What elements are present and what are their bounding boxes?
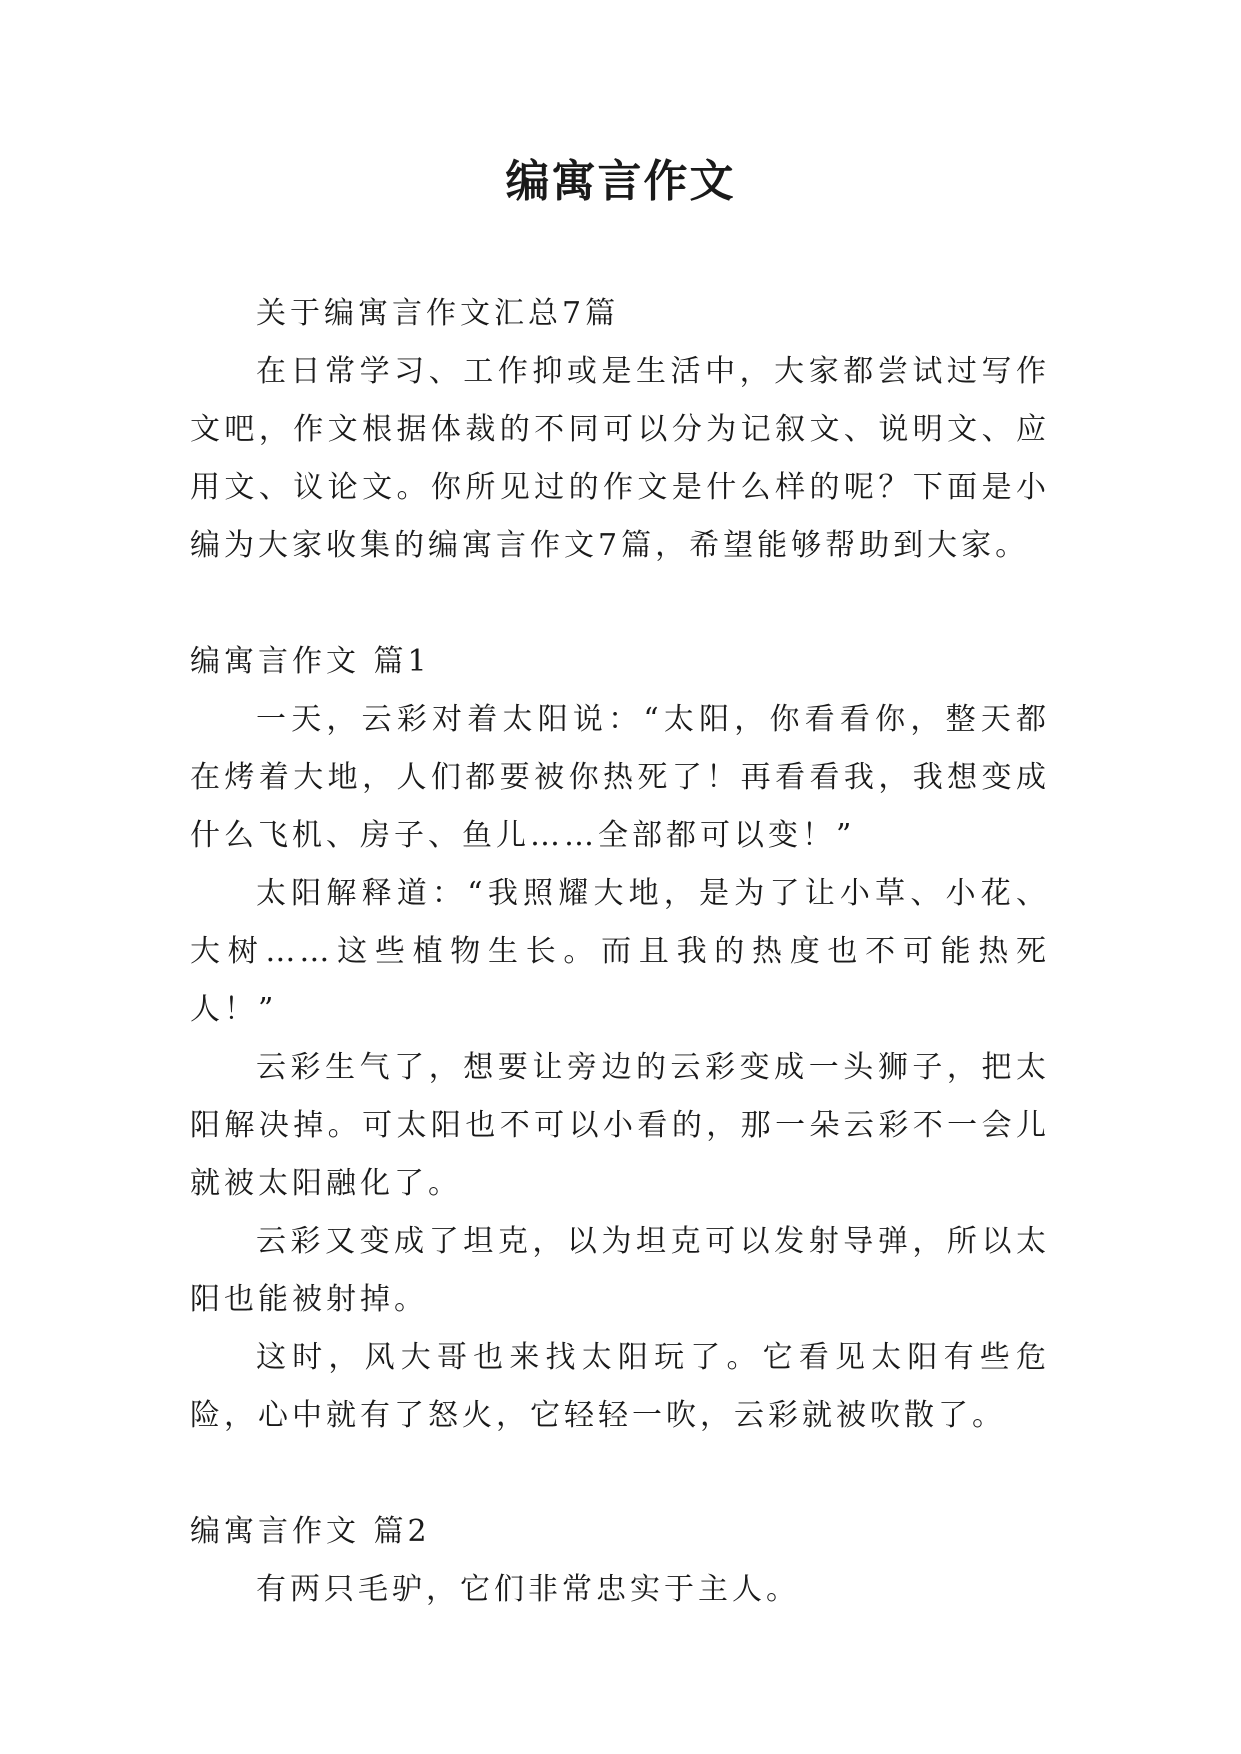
essay-1-paragraph-2: 太阳解释道：“我照耀大地，是为了让小草、小花、大树……这些植物生长。而且我的热度也不可能热死人！” xyxy=(190,876,1050,1027)
intro-summary: 关于编寓言作文汇总7篇 xyxy=(256,296,620,331)
essay-1-paragraph-5: 这时，风大哥也来找太阳玩了。它看见太阳有些危险，心中就有了怒火，它轻轻一吹，云彩就被吹散了。 xyxy=(190,1340,1050,1433)
essay-1-paragraph-4: 云彩又变成了坦克，以为坦克可以发射导弹，所以太阳也能被射掉。 xyxy=(190,1224,1050,1317)
essay-1-paragraph-1: 一天，云彩对着太阳说：“太阳，你看看你，整天都在烤着大地，人们都要被你热死了！再看看我，我想变成什么飞机、房子、鱼儿……全部都可以变！” xyxy=(190,702,1050,853)
document-body xyxy=(190,285,1050,1619)
essay-heading-1: 编寓言作文 篇1 xyxy=(190,644,431,679)
essay-1-paragraph-3: 云彩生气了，想要让旁边的云彩变成一头狮子，把太阳解决掉。可太阳也不可以小看的，那一朵云彩不一会儿就被太阳融化了。 xyxy=(190,1050,1050,1201)
intro-paragraph: 在日常学习、工作抑或是生活中，大家都尝试过写作文吧，作文根据体裁的不同可以分为记叙文、说明文、应用文、议论文。你所见过的作文是什么样的呢？下面是小编为大家收集的编寓言作文7篇，希望能够帮助到大家。 xyxy=(190,354,1050,563)
document-title: 编寓言作文 xyxy=(505,156,736,207)
essay-heading-2: 编寓言作文 篇2 xyxy=(190,1514,431,1549)
essay-2-paragraph-1: 有两只毛驴，它们非常忠实于主人。 xyxy=(256,1572,800,1607)
